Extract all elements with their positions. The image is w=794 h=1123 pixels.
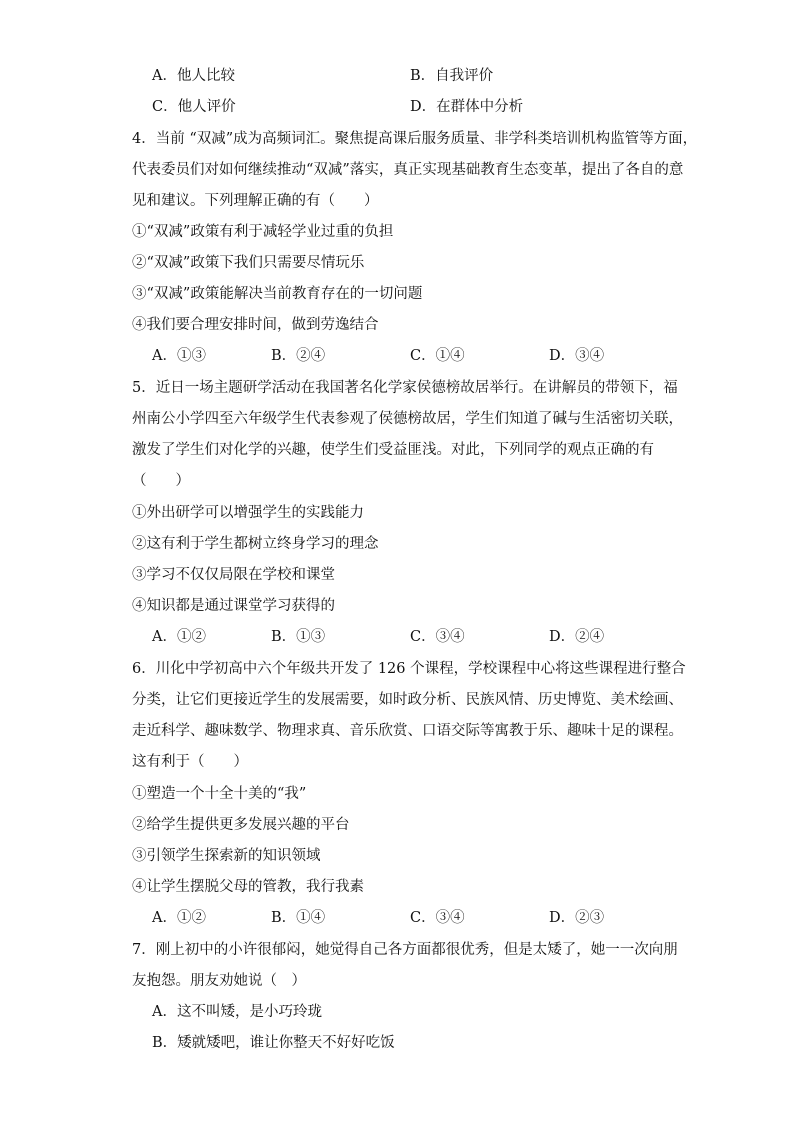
q7-stem-line-2: 友抱怨。朋友劝她说（ ） [132,973,306,989]
q5-statement-4: ④知识都是通过课堂学习获得的 [132,598,335,614]
q5-statement-2: ②这有利于学生都树立终身学习的理念 [132,536,379,552]
q6-option-d: D．②③ [549,910,605,926]
q4-option-c: C．①④ [410,348,465,364]
q4-stem-line-2: 代表委员们对如何继续推动“双减”落实，真正实现基础教育生态变革，提出了各自的意 [132,162,684,178]
q6-option-a: A．①② [152,910,206,926]
q4-statement-3: ③“双减”政策能解决当前教育存在的一切问题 [132,286,423,302]
q3-option-d: D．在群体中分析 [410,99,524,115]
q6-stem-line-4: 这有利于（ ） [132,754,248,770]
q5-stem-line-2: 州南公小学四至六年级学生代表参观了侯德榜故居，学生们知道了碱与生活密切关联， [132,411,683,427]
q5-option-b: B．①③ [271,629,326,645]
q4-stem-line-3: 见和建议。下列理解正确的有（ ） [132,193,379,209]
q4-statement-1: ①“双减”政策有利于减轻学业过重的负担 [132,224,394,240]
q6-stem-line-3: 走近科学、趣味数学、物理求真、音乐欣赏、口语交际等寓教于乐、趣味十足的课程。 [132,723,683,739]
q5-option-a: A．①② [152,629,206,645]
q4-statement-4: ④我们要合理安排时间，做到劳逸结合 [132,317,379,333]
q3-option-b: B．自我评价 [410,68,494,84]
q6-statement-2: ②给学生提供更多发展兴趣的平台 [132,817,350,833]
q6-statement-3: ③引领学生探索新的知识领域 [132,848,321,864]
q4-option-d: D．③④ [549,348,605,364]
q5-stem-line-4: （ ） [132,473,190,489]
q3-option-c: C．他人评价 [152,99,236,115]
q6-stem-line-2: 分类，让它们更接近学生的发展需要，如时政分析、民族风情、历史博览、美术绘画、 [132,692,683,708]
q6-option-c: C．③④ [410,910,465,926]
q7-option-a: A．这不叫矮，是小巧玲珑 [152,1004,322,1020]
q6-stem-line-1: 6．川化中学初高中六个年级共开发了 126 个课程，学校课程中心将这些课程进行整合 [132,661,686,677]
q6-statement-4: ④让学生摆脱父母的管教，我行我素 [132,879,364,895]
q5-statement-1: ①外出研学可以增强学生的实践能力 [132,505,364,521]
q4-stem-line-1: 4．当前 “双减”成为高频词汇。聚焦提高课后服务质量、非学科类培训机构监管等方面， [132,131,698,147]
q5-option-d: D．②④ [549,629,605,645]
q5-option-c: C．③④ [410,629,465,645]
q7-option-b: B．矮就矮吧，谁让你整天不好好吃饭 [152,1035,395,1051]
q3-option-a: A．他人比较 [152,68,235,84]
q6-option-b: B．①④ [271,910,326,926]
q4-option-a: A．①③ [152,348,206,364]
q5-stem-line-1: 5．近日一场主题研学活动在我国著名化学家侯德榜故居举行。在讲解员的带领下，福 [132,380,678,396]
q6-statement-1: ①塑造一个十全十美的“我” [132,786,307,802]
q4-statement-2: ②“双减”政策下我们只需要尽情玩乐 [132,255,365,271]
q7-stem-line-1: 7．刚上初中的小许很郁闷，她觉得自己各方面都很优秀，但是太矮了，她一一次向朋 [132,942,678,958]
q4-option-b: B．②④ [271,348,326,364]
q5-statement-3: ③学习不仅仅局限在学校和课堂 [132,567,335,583]
q5-stem-line-3: 激发了学生们对化学的兴趣，使学生们受益匪浅。对此，下列同学的观点正确的有 [132,442,654,458]
